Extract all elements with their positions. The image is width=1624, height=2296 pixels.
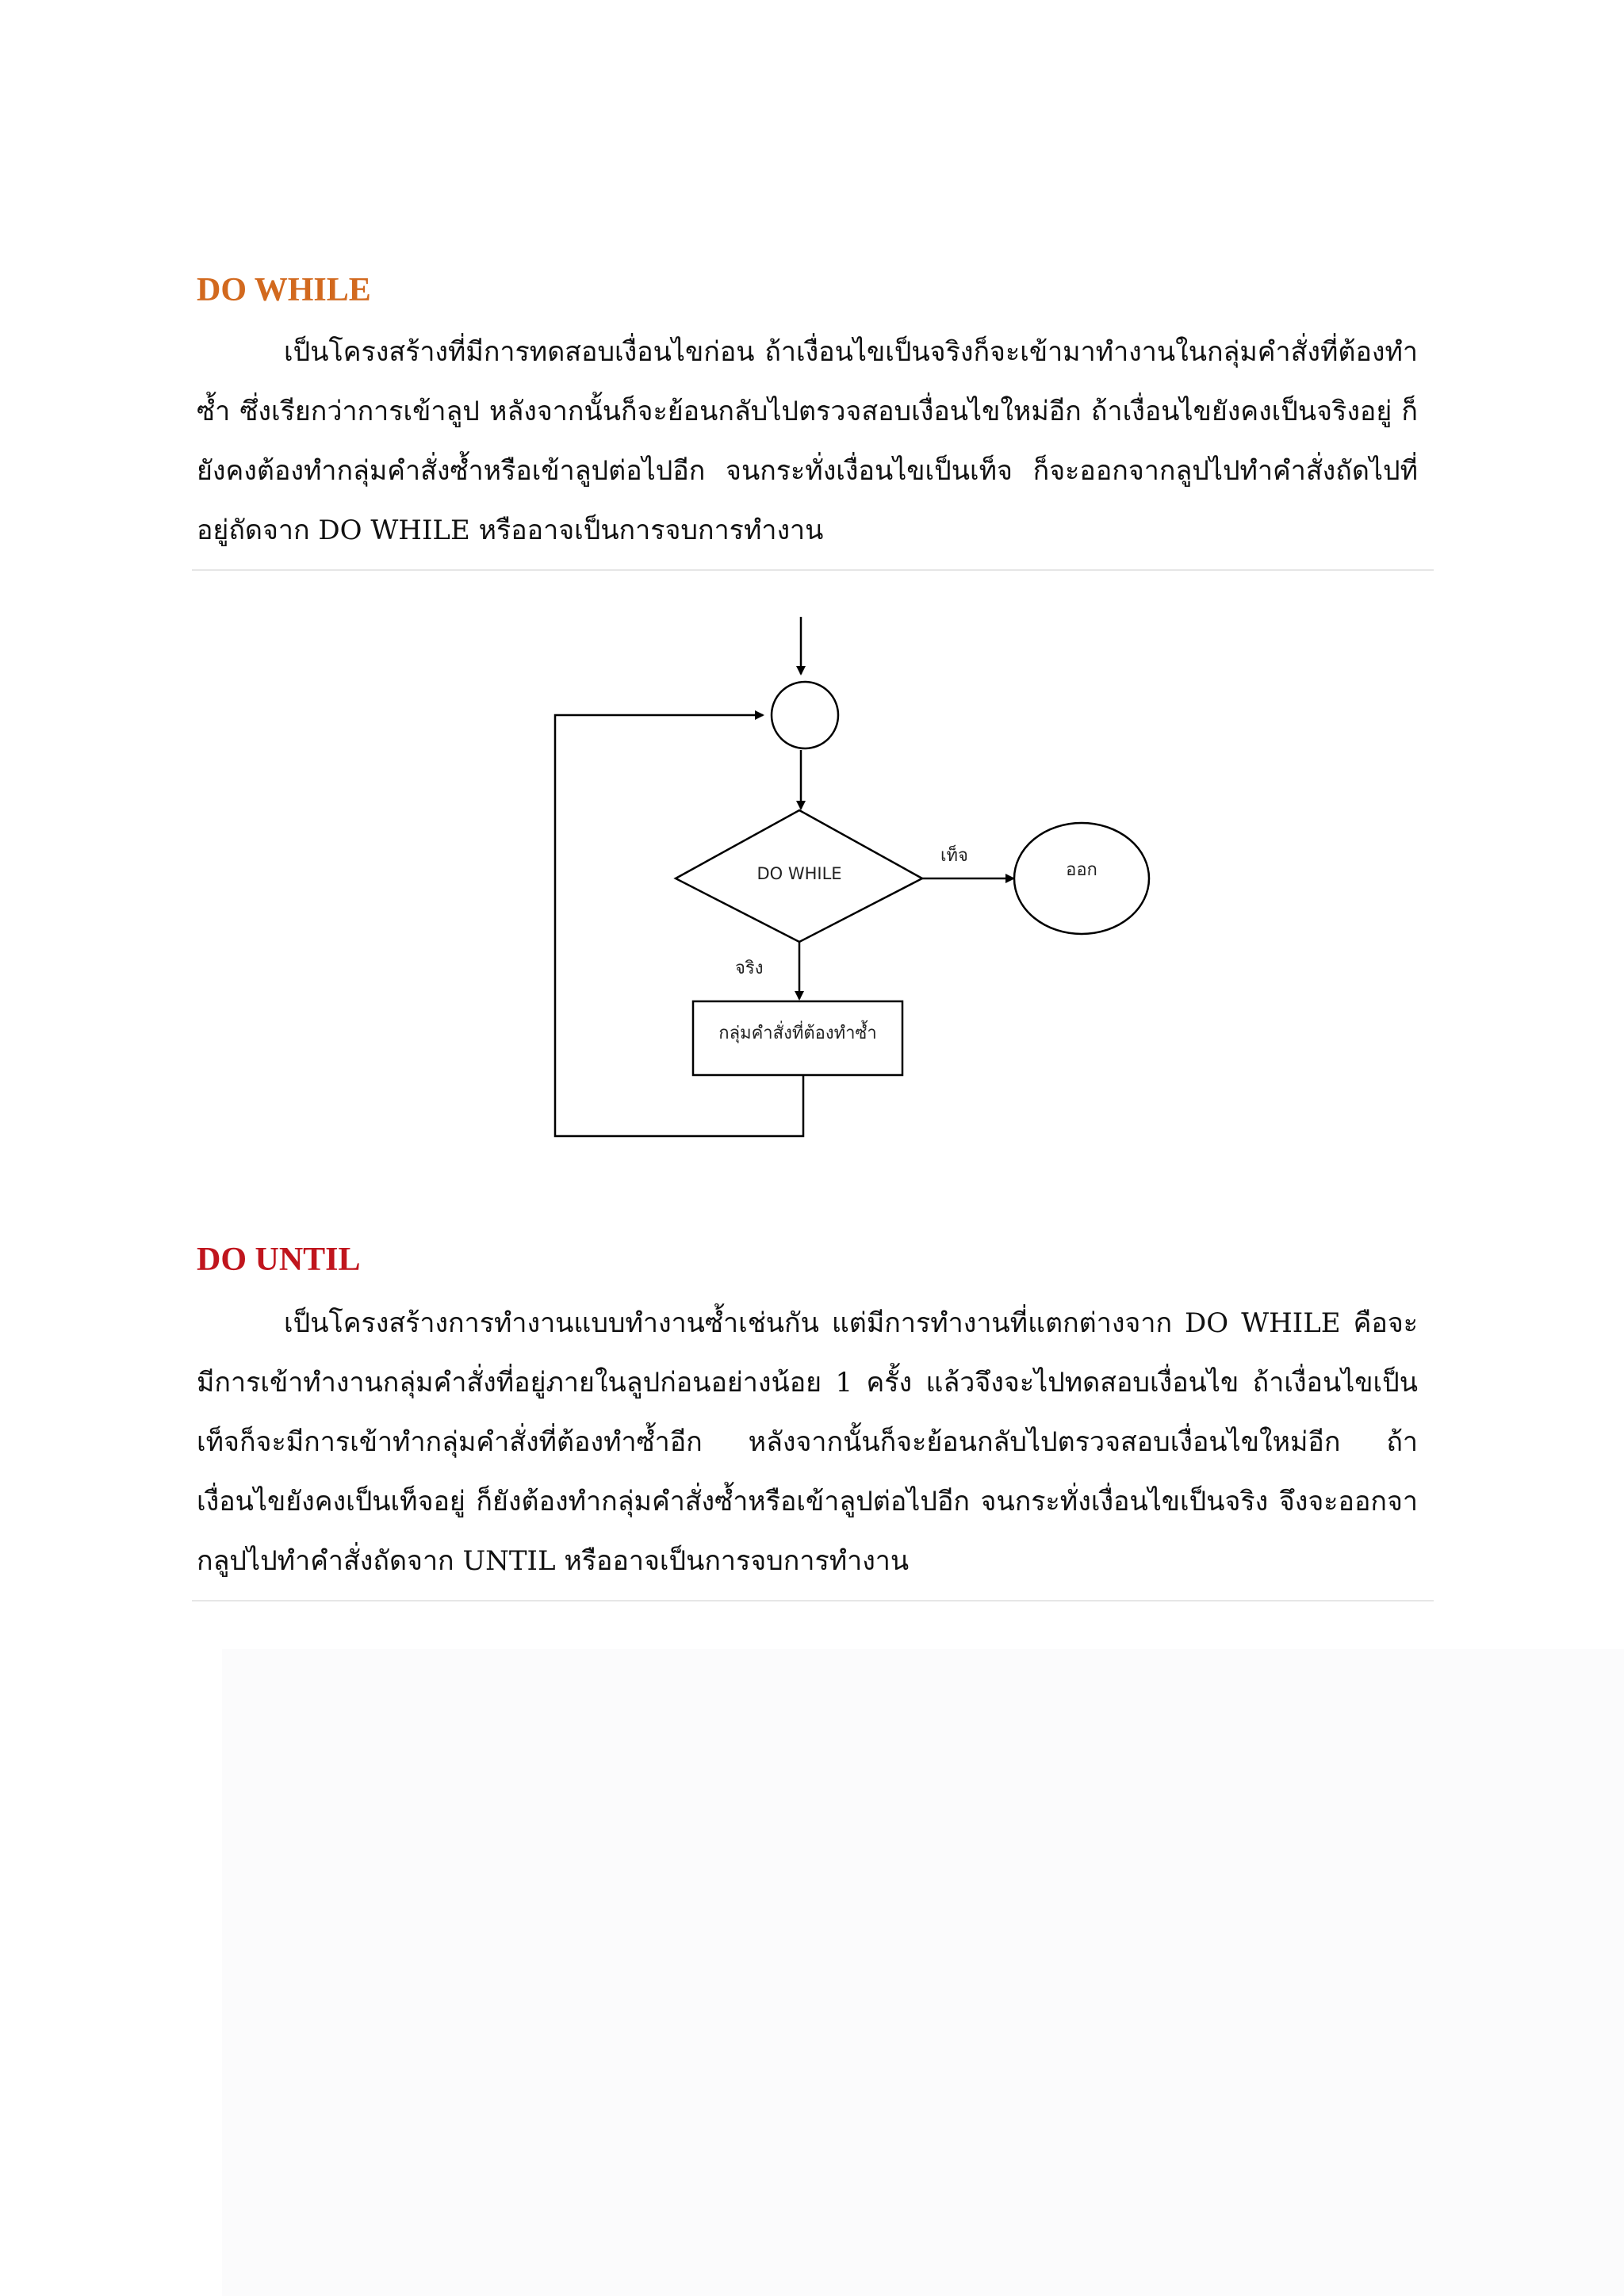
- exit-label: ออก: [1066, 860, 1097, 880]
- connector-circle: [772, 682, 838, 748]
- do-while-heading: DO WHILE: [197, 272, 371, 308]
- do-until-heading: DO UNTIL: [197, 1242, 361, 1278]
- decision-label: DO WHILE: [756, 864, 842, 883]
- true-label: จริง: [735, 959, 764, 978]
- process-label: กลุ่มคำสั่งที่ต้องทำซ้ำ: [718, 1024, 877, 1043]
- do-while-paragraph: เป็นโครงสร้างที่มีการทดสอบเงื่อนไขก่อน ถ้าเงื่อนไขเป็นจริงก็จะเข้ามาทำงานในกลุ่มคำสั่งที่ต้องทำซ้ำ ซึ่งเรียกว่าการเข้าลูป หลังจากนั้นก็จะย้อนกลับไปตรวจสอบเงื่อนไขใหม่อีก ถ้าเงื่อนไขยังคงเป็นจริงอยู่ ก็ยังคงต้องทำกลุ่มคำสั่งซ้ำหรือเข้าลูปต่อไปอีก จนกระทั่งเงื่อนไขเป็นเท็จ ก็จะออกจากลูปไปทำคำสั่งถัดไปที่อยู่ถัดจาก DO WHILE หรืออาจเป็นการจบการทำงาน: [197, 336, 1418, 546]
- section-divider: [192, 1600, 1434, 1601]
- false-label: เท็จ: [940, 846, 968, 866]
- do-until-paragraph: เป็นโครงสร้างการทำงานแบบทำงานซ้ำเช่นกัน แต่มีการทำงานที่แตกต่างจาก DO WHILE คือจะมีการเข้าทำงานกลุ่มคำสั่งที่อยู่ภายในลูปก่อนอย่างน้อย 1 ครั้ง แล้วจึงจะไปทดสอบเงื่อนไข ถ้าเงื่อนไขเป็นเท็จก็จะมีการเข้าทำกลุ่มคำสั่งที่ต้องทำซ้ำอีก หลังจากนั้นก็จะย้อนกลับไปตรวจสอบเงื่อนไขใหม่อีก ถ้าเงื่อนไขยังคงเป็นเท็จอยู่ ก็ยังต้องทำกลุ่มคำสั่งซ้ำหรือเข้าลูปต่อไปอีก จนกระทั่งเงื่อนไขเป็นจริง จึงจะออกจากลูปไปทำคำสั่งถัดจาก UNTIL หรืออาจเป็นการจบการทำงาน: [197, 1307, 1418, 1577]
